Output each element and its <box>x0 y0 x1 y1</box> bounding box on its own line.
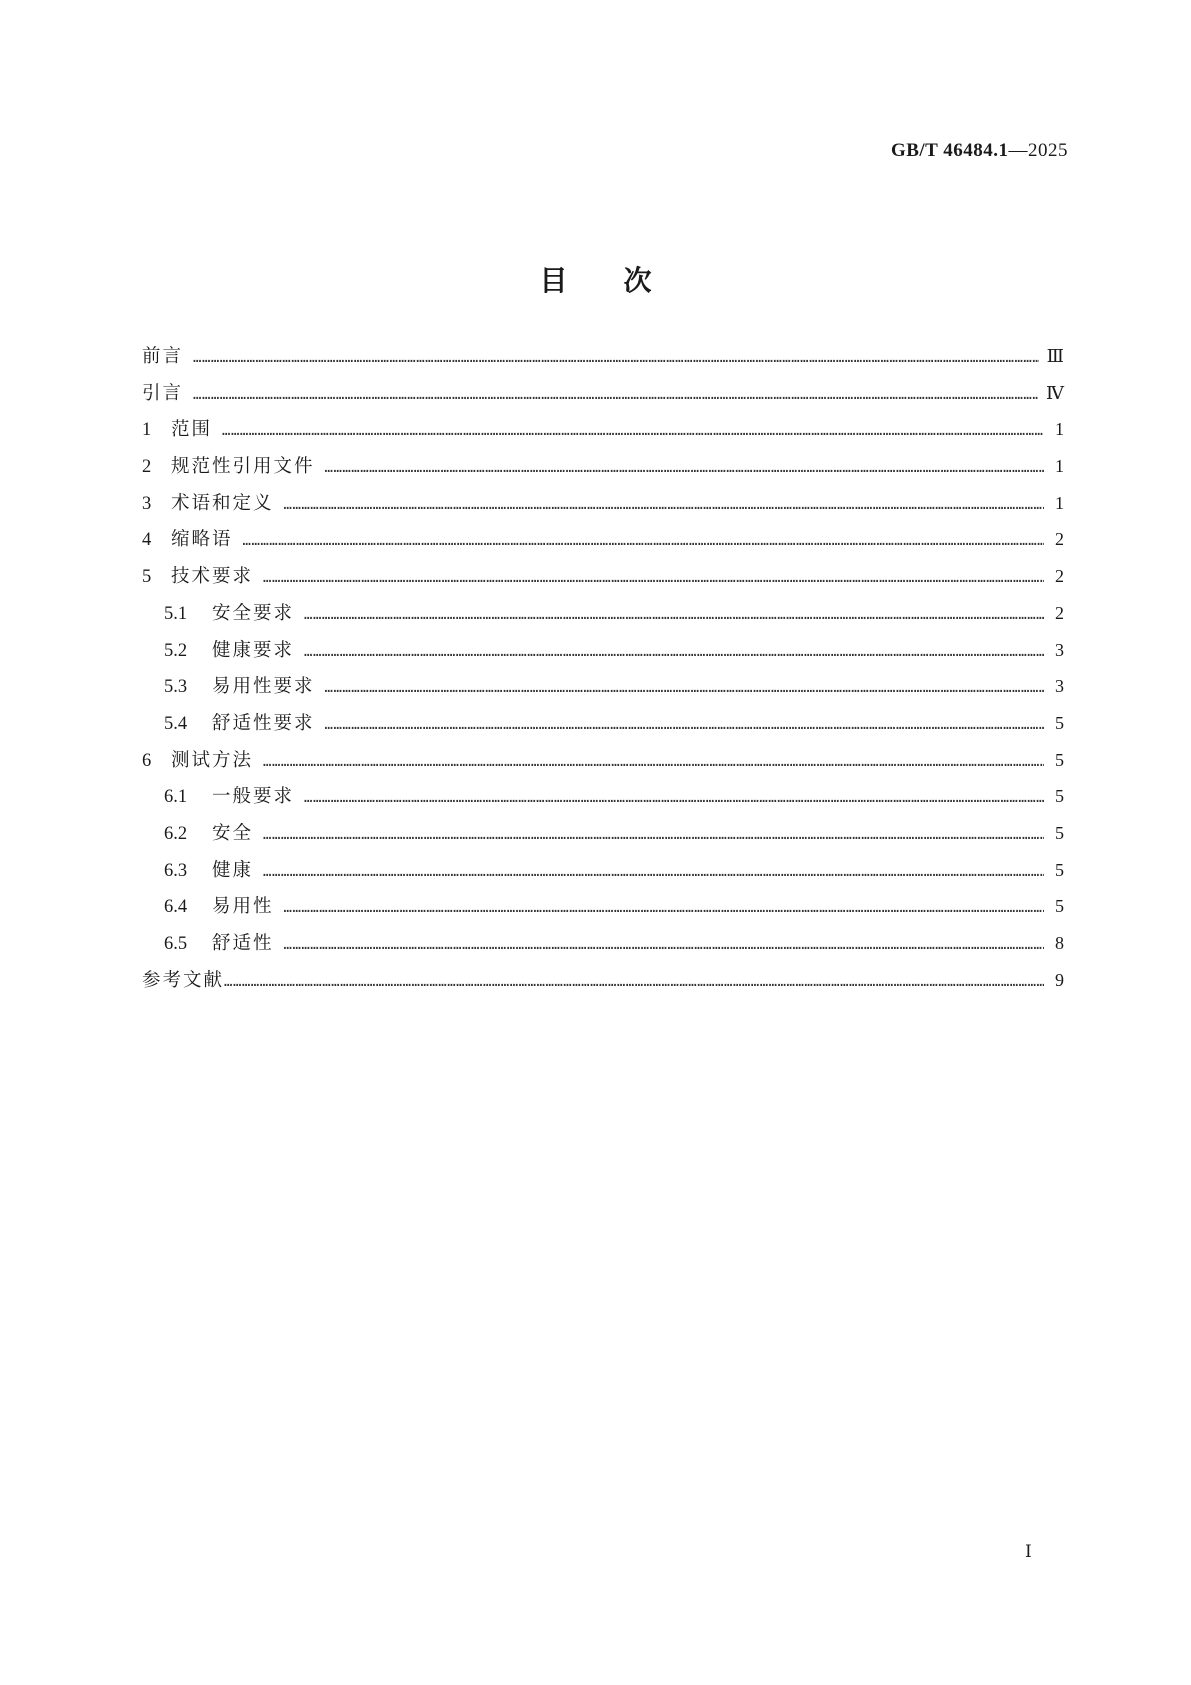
toc-dot-leader <box>325 670 1044 707</box>
toc-entry-page: 1 <box>1055 492 1064 513</box>
toc-dot-leader <box>284 487 1044 524</box>
toc-entry[interactable] <box>142 925 1064 962</box>
toc-entry[interactable] <box>142 558 1064 595</box>
toc-entry-number: 5.4 <box>164 713 188 734</box>
toc-entry-number: 6.5 <box>164 934 188 954</box>
standard-year: —2025 <box>1008 140 1068 161</box>
toc-entry-page: 1 <box>1055 456 1064 477</box>
toc-entry-title: 技术要求 <box>171 566 254 588</box>
toc-entry-page: 5 <box>1055 822 1064 843</box>
toc-dot-leader <box>263 560 1044 597</box>
toc-entry[interactable] <box>142 962 1064 999</box>
toc-entry-title: 安全 <box>212 822 254 844</box>
toc-entry-number: 3 <box>142 493 152 514</box>
toc-entry-title: 易用性要求 <box>212 676 315 698</box>
toc-entry-page: Ⅳ <box>1046 382 1064 403</box>
document-number <box>891 140 1068 162</box>
toc-dot-leader <box>263 744 1044 781</box>
toc-entry-title: 参考文献 <box>142 969 225 991</box>
toc-entry-title: 前言 <box>142 346 184 367</box>
toc-entry[interactable] <box>142 888 1064 925</box>
toc-entry-number: 2 <box>142 457 152 478</box>
toc-dot-leader <box>325 450 1044 487</box>
toc-dot-leader <box>193 340 1039 377</box>
toc-dot-leader <box>193 377 1038 414</box>
toc-entry-page: 8 <box>1055 933 1064 953</box>
toc-entry-title: 术语和定义 <box>171 492 274 514</box>
toc-entry-number: 5.2 <box>164 640 188 661</box>
page-title: 目次 <box>539 263 708 297</box>
toc-entry-number: 6.1 <box>164 787 188 808</box>
toc-entry-title: 舒适性要求 <box>212 712 315 734</box>
toc-entry-number: 6.2 <box>164 823 188 844</box>
toc-entry-title: 一般要求 <box>212 786 295 808</box>
toc-entry-title: 舒适性 <box>212 933 274 954</box>
toc-dot-leader <box>304 780 1044 817</box>
toc-entry-title: 易用性 <box>212 896 274 918</box>
toc-entry-title: 健康 <box>212 859 254 881</box>
toc-entry-page: 5 <box>1055 712 1064 733</box>
toc-entry-page: 1 <box>1055 419 1064 440</box>
toc-entry-page: 2 <box>1055 529 1064 550</box>
toc-entry-page: 2 <box>1055 566 1064 587</box>
toc-entry-page: 2 <box>1055 602 1064 623</box>
toc-dot-leader <box>222 413 1044 450</box>
toc-entry-page: 5 <box>1055 896 1064 917</box>
toc-entry-title: 测试方法 <box>171 749 254 771</box>
toc-entry[interactable] <box>142 742 1064 779</box>
toc-entry-number: 6.4 <box>164 897 188 918</box>
toc-entry-number: 5.3 <box>164 677 188 698</box>
toc-dot-leader <box>284 927 1044 964</box>
toc-entry-page: 9 <box>1055 969 1064 990</box>
toc-entry[interactable] <box>142 705 1064 742</box>
toc-entry[interactable] <box>142 595 1064 632</box>
toc-entry-number: 1 <box>142 420 152 441</box>
page-number: Ⅰ <box>1025 1542 1032 1561</box>
toc-entry[interactable] <box>142 411 1064 448</box>
toc-entry[interactable] <box>142 485 1064 522</box>
toc-entry-title: 安全要求 <box>212 602 295 624</box>
toc-entry-title: 缩略语 <box>171 529 233 551</box>
toc-entry[interactable] <box>142 632 1064 669</box>
toc-entry[interactable] <box>142 815 1064 852</box>
toc-entry-page: 5 <box>1055 749 1064 770</box>
toc-entry-number: 6.3 <box>164 860 188 881</box>
toc-dot-leader <box>304 597 1044 634</box>
table-of-contents <box>142 338 1064 998</box>
toc-dot-leader <box>224 964 1044 1001</box>
toc-entry-page: 5 <box>1055 786 1064 807</box>
toc-entry[interactable] <box>142 338 1064 375</box>
toc-dot-leader <box>263 854 1044 891</box>
toc-entry[interactable] <box>142 852 1064 889</box>
toc-entry-number: 5 <box>142 567 152 588</box>
toc-entry-number: 5.1 <box>164 603 188 624</box>
toc-entry-page: 5 <box>1055 859 1064 880</box>
toc-entry-page: 3 <box>1055 639 1064 660</box>
toc-entry[interactable] <box>142 375 1064 412</box>
toc-entry-number: 6 <box>142 750 152 771</box>
toc-dot-leader <box>325 707 1044 744</box>
toc-entry[interactable] <box>142 448 1064 485</box>
toc-entry-page: Ⅲ <box>1046 346 1064 366</box>
toc-entry[interactable] <box>142 521 1064 558</box>
toc-entry[interactable] <box>142 778 1064 815</box>
toc-entry-number: 4 <box>142 530 152 551</box>
toc-entry-title: 健康要求 <box>212 639 295 661</box>
toc-dot-leader <box>263 817 1044 854</box>
toc-entry-title: 范围 <box>171 419 213 441</box>
toc-entry-page: 3 <box>1055 676 1064 697</box>
toc-entry-title: 规范性引用文件 <box>171 456 315 478</box>
standard-code: GB/T 46484.1 <box>890 140 1009 161</box>
toc-dot-leader <box>243 523 1044 560</box>
toc-dot-leader <box>284 890 1044 927</box>
toc-entry[interactable] <box>142 668 1064 705</box>
toc-entry-title: 引言 <box>142 382 184 404</box>
toc-dot-leader <box>304 634 1044 671</box>
